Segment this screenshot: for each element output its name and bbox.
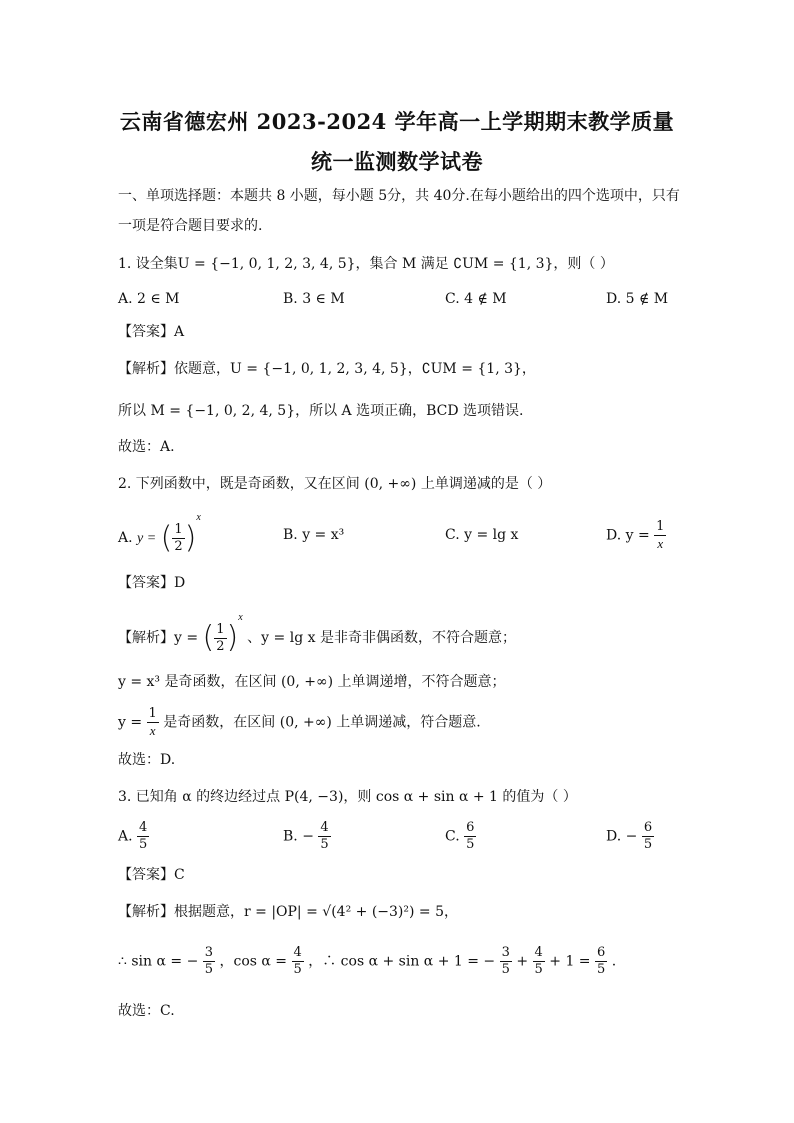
fraction-denominator: 5 xyxy=(597,962,606,977)
fraction xyxy=(292,945,304,978)
fraction-one-half xyxy=(172,522,184,555)
q1-option-c: C. 4 ∉ M xyxy=(445,291,507,307)
q2-answer: 【答案】D xyxy=(118,575,186,591)
fraction-numerator: 3 xyxy=(501,945,510,960)
q3-analysis-part: ，cos α = xyxy=(219,953,288,970)
q2-analysis-suffix: 、y = lg x 是非奇非偶函数，不符合题意； xyxy=(247,630,516,646)
right-paren: ) xyxy=(226,620,239,655)
q2-option-b: B. y = x³ xyxy=(283,527,345,543)
fraction-one-over-x xyxy=(654,519,666,552)
q3-option-a xyxy=(118,820,149,853)
document-title-line-2: 统一监测数学试卷 xyxy=(311,149,483,174)
q3-analysis-line-2 xyxy=(118,945,688,985)
fraction-denominator: x xyxy=(149,723,156,738)
q2-analysis-prefix: 【解析】y = xyxy=(118,630,199,646)
section-heading-line-2: 一项是符合题目要求的. xyxy=(118,218,263,234)
q1-stem: 1. 设全集U = {−1, 0, 1, 2, 3, 4, 5}，集合 M 满足 ∁UM = {1, 3}，则（ ） xyxy=(118,256,614,272)
q3-option-c-label: C. xyxy=(445,828,460,845)
fraction-numerator: 1 xyxy=(174,521,183,537)
fraction xyxy=(595,945,607,978)
q3-analysis-part: . xyxy=(611,953,617,970)
q2-analysis-line-1 xyxy=(118,608,688,655)
fraction-denominator: 5 xyxy=(293,962,302,977)
fraction-numerator: 3 xyxy=(204,945,214,960)
fraction-numerator: 4 xyxy=(293,945,302,960)
fraction xyxy=(500,945,512,978)
fraction-numerator: 4 xyxy=(320,820,329,835)
q1-conclusion: 故选：A. xyxy=(118,439,175,455)
fraction xyxy=(318,820,330,853)
document-title-line-1: 云南省德宏州 2023-2024 学年高一上学期期末教学质量 xyxy=(119,109,675,134)
fraction-numerator: 6 xyxy=(597,945,606,960)
q2-option-d-label: D. y = xyxy=(606,527,650,544)
fraction-denominator: 5 xyxy=(204,962,214,977)
q2-conclusion: 故选：D. xyxy=(118,752,176,768)
fraction-numerator: 4 xyxy=(139,820,148,835)
q1-option-d: D. 5 ∉ M xyxy=(606,291,669,307)
q2-analysis-line-3 xyxy=(118,706,688,742)
q1-option-b: B. 3 ∈ M xyxy=(283,291,345,307)
fraction xyxy=(203,945,215,978)
fraction-denominator: 2 xyxy=(216,638,225,654)
q2-analysis-3-prefix: y = xyxy=(118,714,143,731)
q2-analysis-3-suffix: 是奇函数，在区间 (0, +∞) 上单调递减，符合题意. xyxy=(163,714,481,731)
exponent-x: x xyxy=(196,512,201,523)
q3-analysis-line-1: 【解析】根据题意，r = |OP| = √(4² + (−3)²) = 5， xyxy=(118,904,458,920)
q3-option-b-label: B. − xyxy=(283,828,314,845)
fraction-numerator: 1 xyxy=(656,519,665,534)
q3-analysis-part: ，∴ cos α + sin α + 1 = − xyxy=(308,953,496,970)
fraction xyxy=(464,820,476,853)
q3-analysis-part: ∴ sin α = − xyxy=(118,953,199,970)
fraction-denominator: 5 xyxy=(320,837,329,852)
q3-answer: 【答案】C xyxy=(118,867,185,883)
q3-analysis-part: + xyxy=(516,953,529,970)
fraction xyxy=(137,820,149,853)
q3-option-d xyxy=(606,820,654,853)
section-heading-line-1: 一、单项选择题：本题共 8 小题，每小题 5分，共 40分.在每小题给出的四个选项中，只有 xyxy=(118,188,680,204)
q3-option-c xyxy=(445,820,476,853)
q1-answer: 【答案】A xyxy=(118,324,185,340)
fraction-numerator: 6 xyxy=(643,820,653,835)
left-paren: ( xyxy=(202,620,215,655)
fraction-numerator: 1 xyxy=(216,621,225,637)
fraction-denominator: 5 xyxy=(501,962,510,977)
fraction-denominator: 5 xyxy=(643,837,653,852)
fraction-numerator: 1 xyxy=(148,706,157,721)
fraction-numerator: 4 xyxy=(534,945,543,960)
fraction-one-over-x xyxy=(147,706,159,739)
q3-stem: 3. 已知角 α 的终边经过点 P(4, −3)，则 cos α + sin α + 1 的值为（ ） xyxy=(118,789,577,805)
q1-analysis-line-1: 【解析】依题意，U = {−1, 0, 1, 2, 3, 4, 5}，∁UM = {1, 3}， xyxy=(118,361,536,377)
fraction-numerator: 6 xyxy=(466,820,475,835)
q2-option-c: C. y = lg x xyxy=(445,527,519,543)
q3-analysis-part: + 1 = xyxy=(549,953,591,970)
q2-stem: 2. 下列函数中，既是奇函数，又在区间 (0, +∞) 上单调递减的是（ ） xyxy=(118,476,552,492)
fraction xyxy=(642,820,654,853)
q3-option-d-label: D. − xyxy=(606,828,638,845)
q1-option-a: A. 2 ∈ M xyxy=(118,291,180,307)
fraction-denominator: 2 xyxy=(174,538,183,554)
q2-option-a xyxy=(118,512,201,556)
exponent-x: x xyxy=(238,612,243,623)
fraction-denominator: 5 xyxy=(466,837,475,852)
q3-conclusion: 故选：C. xyxy=(118,1003,175,1019)
q3-option-a-label: A. xyxy=(118,828,133,845)
q1-analysis-line-2: 所以 M = {−1, 0, 2, 4, 5}，所以 A 选项正确，BCD 选项错误. xyxy=(118,403,524,419)
q2-option-d xyxy=(606,519,666,552)
fraction-one-half xyxy=(214,622,226,655)
fraction xyxy=(533,945,545,978)
q2-analysis-line-2: y = x³ 是奇函数，在区间 (0, +∞) 上单调递增，不符合题意； xyxy=(118,674,506,690)
right-paren: ) xyxy=(184,520,197,556)
q2-option-a-label: A. xyxy=(118,530,133,546)
q2-option-a-lhs: y = xyxy=(137,531,157,546)
left-paren: ( xyxy=(160,520,173,556)
fraction-denominator: 5 xyxy=(534,962,543,977)
fraction-denominator: x xyxy=(657,536,664,551)
fraction-denominator: 5 xyxy=(139,837,148,852)
q3-option-b xyxy=(283,820,331,853)
